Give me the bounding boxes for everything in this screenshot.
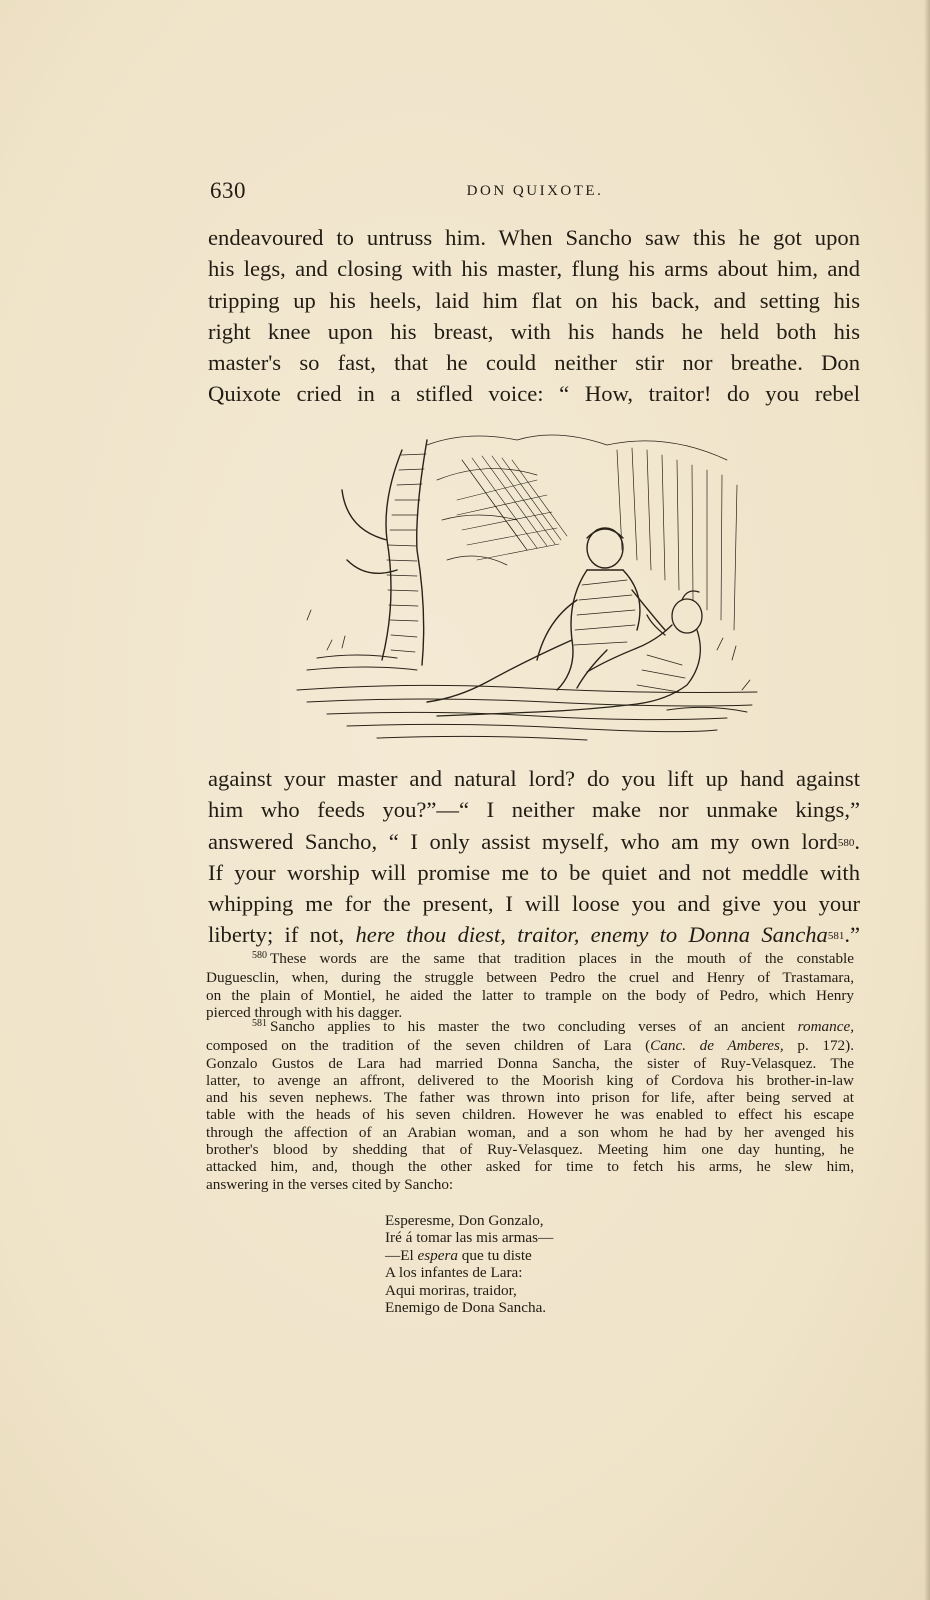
- footnote-580: [206, 950, 854, 1021]
- italic-quote: here thou diest, traitor, enemy to Donna Sancha: [355, 922, 828, 948]
- text-line: answered Sancho, “ I only assist myself, who am my own lord$^{580}$.: [208, 828, 860, 854]
- footnote-line: pierced through with his dagger.: [206, 1003, 403, 1021]
- footnote-text: Sancho applies to his master the two concluding verses of an ancient: [270, 1018, 785, 1035]
- footnote-line: attacked him, and, though the other asked for time to fetch his arms, he slew him,: [206, 1158, 854, 1176]
- footnote-line: [206, 950, 854, 969]
- footnote-line: on the plain of Montiel, he aided the latter to trample on the body of Pedro, which Henry: [206, 986, 854, 1004]
- page-number: 630: [210, 178, 246, 203]
- footnote-italic: romance,: [797, 1018, 855, 1035]
- footnote-line: table with the heads of his seven children. However he was enabled to effect his escape: [206, 1106, 854, 1124]
- text-line: liberty; if not, here thou diest, traitor, enemy to Donna Sancha$^{581}$.”: [208, 922, 861, 948]
- text-line: master's so fast, that he could neither stir nor breathe. Don: [208, 350, 860, 376]
- footnote-text: p. 172).: [783, 1037, 855, 1055]
- text-line: right knee upon his breast, with his hands he held both his: [208, 318, 860, 344]
- verse-text: —El: [385, 1246, 418, 1264]
- footnote-581: [206, 1018, 854, 1193]
- footnote-line: and his seven nephews. The father was thrown into prison for life, after being served at: [206, 1089, 854, 1107]
- engraving-sancho-pinning-don-quixote-icon: [287, 420, 767, 755]
- text-segment: answered Sancho, “ I only assist myself, who am my own lord: [208, 828, 838, 854]
- footnote-line: Gonzalo Gustos de Lara had married Donna Sancha, the sister of Ruy-Velasquez. The: [206, 1054, 854, 1072]
- text-line: whipping me for the present, I will loose you and give you your: [208, 891, 860, 917]
- verse-italic: espera: [417, 1246, 458, 1264]
- verse-line: Aqui moriras, traidor,: [385, 1281, 517, 1299]
- verse-line: Enemigo de Dona Sancha.: [385, 1299, 547, 1317]
- running-title: DON QUIXOTE.: [466, 183, 604, 199]
- note-reference-580: 580: [837, 836, 855, 849]
- footnote-marker: 581: [252, 1018, 267, 1029]
- verse-text: que tu diste: [457, 1246, 532, 1264]
- text-line: If your worship will promise me to be quiet and not meddle with: [208, 859, 860, 885]
- verse-quotation: [385, 1212, 553, 1316]
- footnote-line: [206, 1018, 854, 1037]
- page-header: [210, 178, 860, 210]
- footnote-line: latter, to avenge an affront, delivered to the Moorish king of Cordova his brother-in-law: [206, 1071, 854, 1089]
- footnote-line: answering in the verses cited by Sancho:: [206, 1175, 454, 1193]
- note-reference-581: 581: [827, 930, 845, 943]
- verse-line: Iré á tomar las mis armas—: [385, 1229, 554, 1247]
- text-line: endeavoured to untruss him. When Sancho saw this he got upon: [208, 225, 860, 250]
- footnote-line: brother's blood by shedding that of Ruy-Velasquez. Meeting him one day hunting, he: [206, 1141, 854, 1159]
- body-text-bottom: [208, 763, 860, 951]
- verse-line: Esperesme, Don Gonzalo,: [385, 1212, 544, 1229]
- verse-line: A los infantes de Lara:: [385, 1264, 523, 1282]
- footnote-line: through the affection of an Arabian woman, and a son whom he had by her avenged his: [206, 1123, 854, 1141]
- footnote-line: Duguesclin, when, during the struggle between Pedro the cruel and Henry of Trastamara,: [206, 969, 854, 987]
- text-line: him who feeds you?”—“ I neither make nor unmake kings,”: [208, 797, 860, 823]
- text-line: tripping up his heels, laid him flat on his back, and setting his: [208, 287, 860, 313]
- footnote-italic: Canc. de Amberes,: [650, 1037, 784, 1055]
- footnote-text: These words are the same that tradition places in the mouth of the constable: [270, 950, 854, 967]
- footnote-text: composed on the tradition of the seven children of Lara (: [206, 1037, 651, 1055]
- text-line: his legs, and closing with his master, flung his arms about him, and: [208, 256, 860, 282]
- body-text-top: [208, 222, 860, 410]
- footnote-line: [206, 1037, 854, 1054]
- verse-line: [385, 1247, 553, 1264]
- text-line: against your master and natural lord? do you lift up hand against: [208, 766, 860, 791]
- footnote-marker: 580: [252, 950, 267, 961]
- page-edge-shadow: [924, 0, 930, 1600]
- text-segment: liberty; if not,: [208, 922, 345, 948]
- text-line: Quixote cried in a stifled voice: “ How, traitor! do you rebel: [208, 381, 860, 407]
